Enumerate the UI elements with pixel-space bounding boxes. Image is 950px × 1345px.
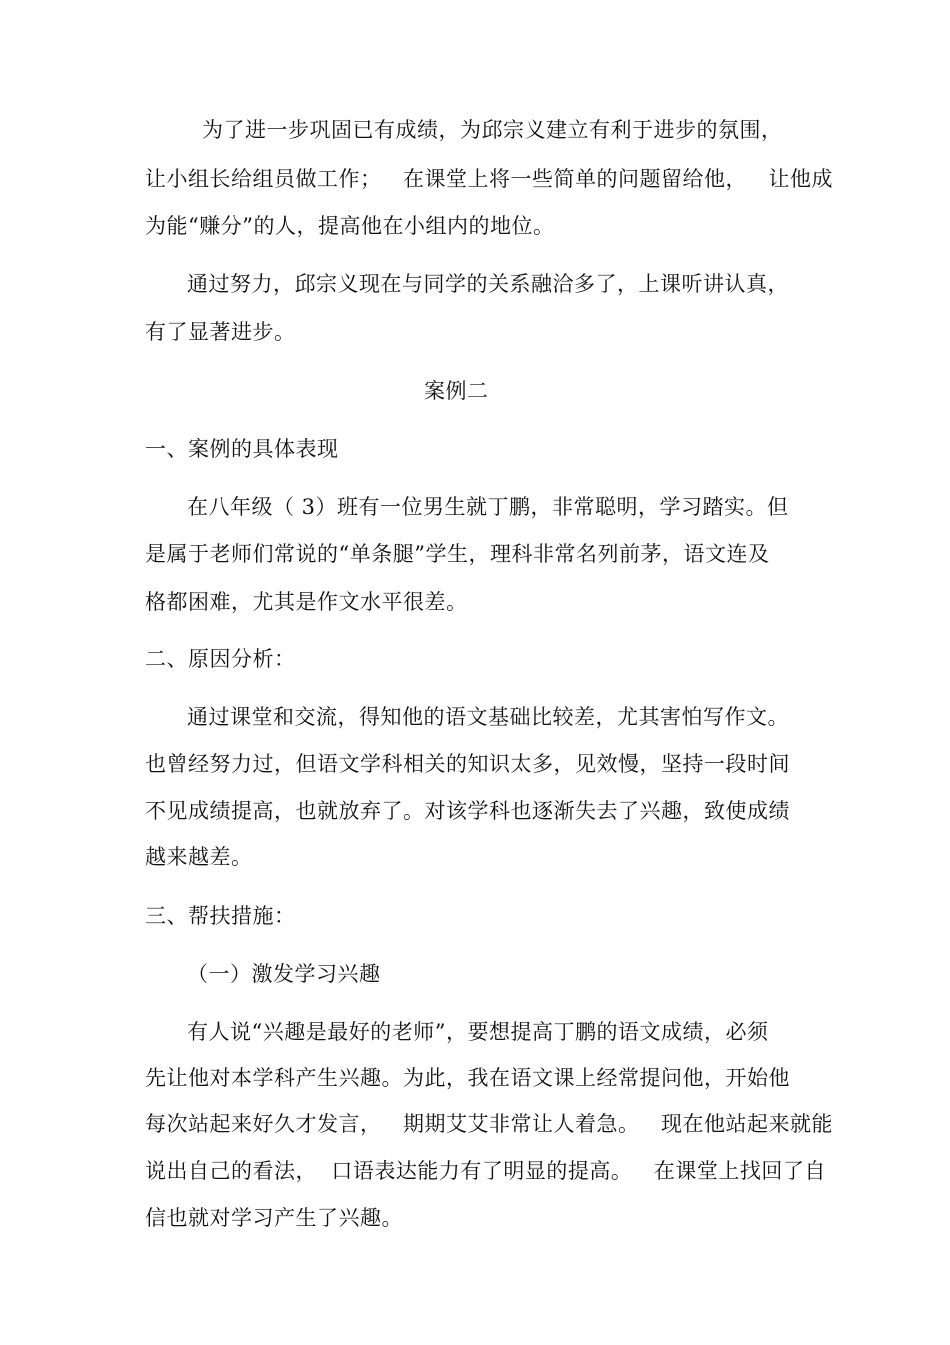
heading-3: 三、帮扶措施： — [145, 904, 296, 928]
paragraph-3-line-1: 在八年级（ 3）班有一位男生就丁鹏，非常聪明，学习踏实。但 — [187, 495, 789, 519]
section-title: 案例二 — [424, 379, 489, 403]
paragraph-5-line-1: 有人说“兴趣是最好的老师”，要想提高丁鹏的语文成绩，必须 — [187, 1020, 769, 1044]
heading-1: 一、案例的具体表现 — [145, 437, 339, 461]
paragraph-4-line-3: 不见成绩提高，也就放弃了。对该学科也逐渐失去了兴趣，致使成绩 — [145, 799, 790, 823]
subheading-1: （一）激发学习兴趣 — [187, 962, 381, 986]
paragraph-2-line-1: 通过努力，邱宗义现在与同学的关系融洽多了，上课听讲认真， — [187, 272, 789, 296]
paragraph-4-line-2: 也曾经努力过，但语文学科相关的知识太多，见效慢，坚持一段时间 — [145, 752, 790, 776]
paragraph-3-line-2: 是属于老师们常说的“单条腿”学生，理科非常名列前茅，语文连及 — [145, 542, 770, 566]
paragraph-4-line-4: 越来越差。 — [145, 845, 253, 869]
paragraph-5-line-2: 先让他对本学科产生兴趣。为此，我在语文课上经常提问他，开始他 — [145, 1066, 790, 1090]
paragraph-5-line-3: 每次站起来好久才发言， 期期艾艾非常让人着急。 现在他站起来就能 — [145, 1112, 834, 1136]
paragraph-5-line-5: 信也就对学习产生了兴趣。 — [145, 1206, 403, 1230]
paragraph-1-line-1: 为了进一步巩固已有成绩，为邱宗义建立有利于进步的氛围， — [202, 118, 783, 142]
paragraph-5-line-4: 说出自己的看法， 口语表达能力有了明显的提高。 在课堂上找回了自 — [145, 1159, 826, 1183]
paragraph-1-line-2: 让小组长给组员做工作； 在课堂上将一些简单的问题留给他， 让他成 — [145, 167, 834, 191]
paragraph-3-line-3: 格都困难，尤其是作文水平很差。 — [145, 590, 468, 614]
paragraph-2-line-2: 有了显著进步。 — [145, 320, 296, 344]
paragraph-4-line-1: 通过课堂和交流，得知他的语文基础比较差，尤其害怕写作文。 — [187, 705, 789, 729]
paragraph-1-line-3: 为能“赚分”的人，提高他在小组内的地位。 — [145, 214, 555, 238]
heading-2: 二、原因分析： — [145, 647, 296, 671]
